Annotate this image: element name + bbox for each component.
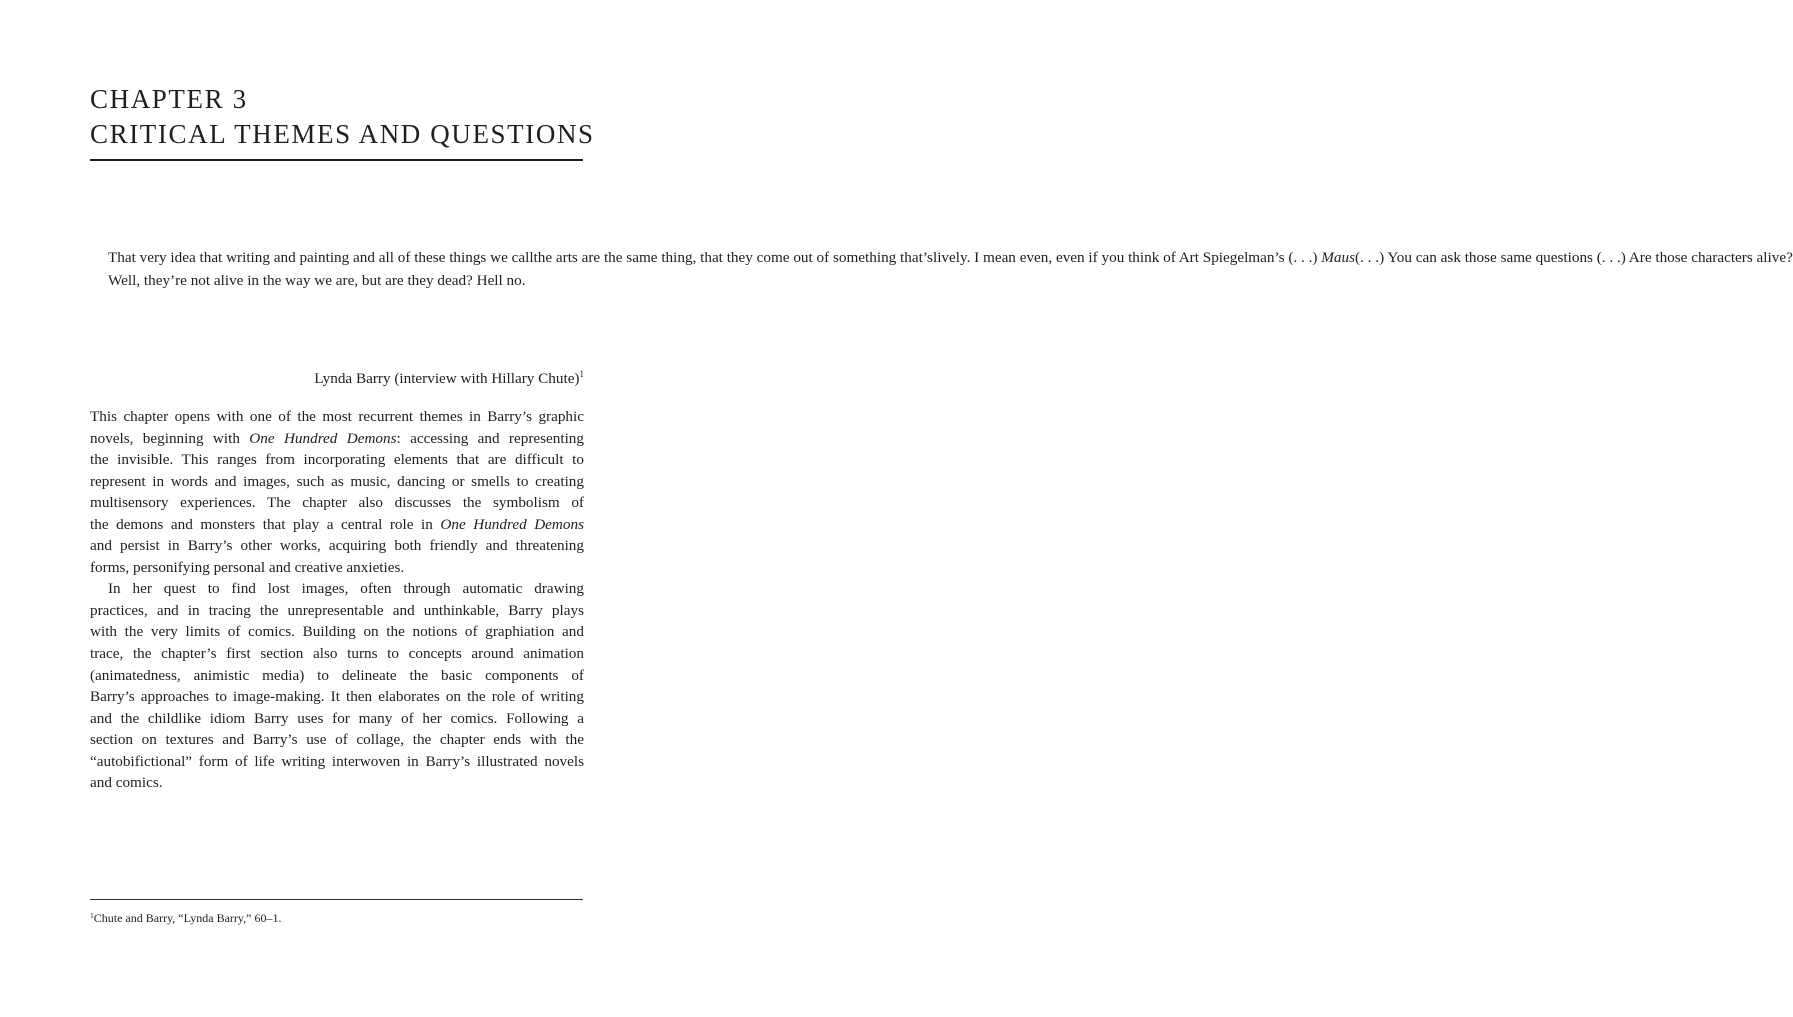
paragraph-line <box>90 578 584 600</box>
text-run: Barry’s approaches to image-making. It then elaborates on the role of writing <box>90 688 584 706</box>
attribution-text: Lynda Barry (interview with Hillary Chute) <box>314 370 580 387</box>
text-run: Well, they’re not alive in the way we are, but are they dead? Hell no. <box>108 272 526 290</box>
text-run: the invisible. This ranges from incorporating elements that are difficult to <box>90 451 584 469</box>
epigraph-line <box>534 249 933 266</box>
text-run: “autobifictional” form of life writing interwoven in Barry’s illustrated novels <box>90 752 584 770</box>
text-run: with the very limits of comics. Building on the notions of graphiation and <box>90 623 584 641</box>
text-run: and comics. <box>90 774 163 792</box>
paragraph-line <box>90 643 584 665</box>
paragraph-line <box>90 600 584 622</box>
paragraph-line <box>90 772 584 794</box>
text-run: (. . .) You can ask those same questions (. . .) Are those characters alive? <box>1355 249 1793 266</box>
italic-title: One Hundred Demons <box>440 515 584 533</box>
text-run: represent in words and images, such as music, dancing or smells to creating <box>90 472 584 490</box>
text-run: section on textures and Barry’s use of collage, the chapter ends with the <box>90 731 584 749</box>
text-run: In her quest to find lost images, often through automatic drawing <box>108 580 584 598</box>
text-run: the demons and monsters that play a central role in <box>90 515 441 533</box>
paragraph-line <box>90 535 584 557</box>
paragraph-line <box>90 621 584 643</box>
epigraph-quote <box>108 246 1793 292</box>
footnote-rule <box>90 899 583 900</box>
paragraph-line <box>90 665 584 687</box>
text-run: forms, personifying personal and creative anxieties. <box>90 558 405 576</box>
paragraph-line <box>90 514 584 536</box>
text-run: : accessing and representing <box>396 429 584 447</box>
text-run: and the childlike idiom Barry uses for many of her comics. Following a <box>90 709 584 727</box>
paragraph-line <box>90 471 584 493</box>
chapter-title: CRITICAL THEMES AND QUESTIONS <box>90 119 595 149</box>
body-text <box>90 406 584 794</box>
paragraph-line <box>90 557 584 579</box>
epigraph-line <box>1355 249 1793 266</box>
paragraph-line <box>90 686 584 708</box>
footnote-reference[interactable]: 1 <box>579 369 584 379</box>
paragraph-line <box>90 492 584 514</box>
text-run: (animatedness, animistic media) to delineate the basic components of <box>90 666 584 684</box>
text-run: multisensory experiences. The chapter also discusses the symbolism of <box>90 494 584 512</box>
paragraph-line <box>90 449 584 471</box>
text-run: novels, beginning with <box>90 429 250 447</box>
footnote <box>90 910 584 926</box>
text-run: trace, the chapter’s first section also turns to concepts around animation <box>90 645 584 663</box>
italic-title: One Hundred Demons <box>249 429 397 447</box>
paragraph-line <box>90 729 584 751</box>
paragraph-line <box>90 751 584 773</box>
italic-title: Maus <box>1321 249 1356 266</box>
paragraph-line <box>90 428 584 450</box>
paragraph-line <box>90 708 584 730</box>
epigraph-line <box>933 249 1355 266</box>
epigraph-line <box>108 249 534 266</box>
chapter-number: CHAPTER 3 <box>90 84 248 114</box>
text-run: and persist in Barry’s other works, acquiring both friendly and threatening <box>90 537 584 555</box>
chapter-heading <box>90 82 595 151</box>
epigraph-line <box>108 272 526 289</box>
text-run: That very idea that writing and painting and all of these things we call <box>108 249 534 266</box>
text-run: This chapter opens with one of the most recurrent themes in Barry’s graphic <box>90 408 584 425</box>
text-run: practices, and in tracing the unrepresentable and unthinkable, Barry plays <box>90 601 584 619</box>
epigraph-attribution <box>108 368 584 390</box>
text-run: lively. I mean even, even if you think of Art Spiegelman’s (. . .) <box>932 249 1322 266</box>
footnote-text: Chute and Barry, “Lynda Barry,” 60–1. <box>93 911 282 925</box>
paragraph-line <box>90 406 584 428</box>
footnote-mark: 1 <box>90 911 94 920</box>
chapter-heading-rule <box>90 159 583 161</box>
text-run: the arts are the same thing, that they come out of something that’s <box>533 249 933 266</box>
